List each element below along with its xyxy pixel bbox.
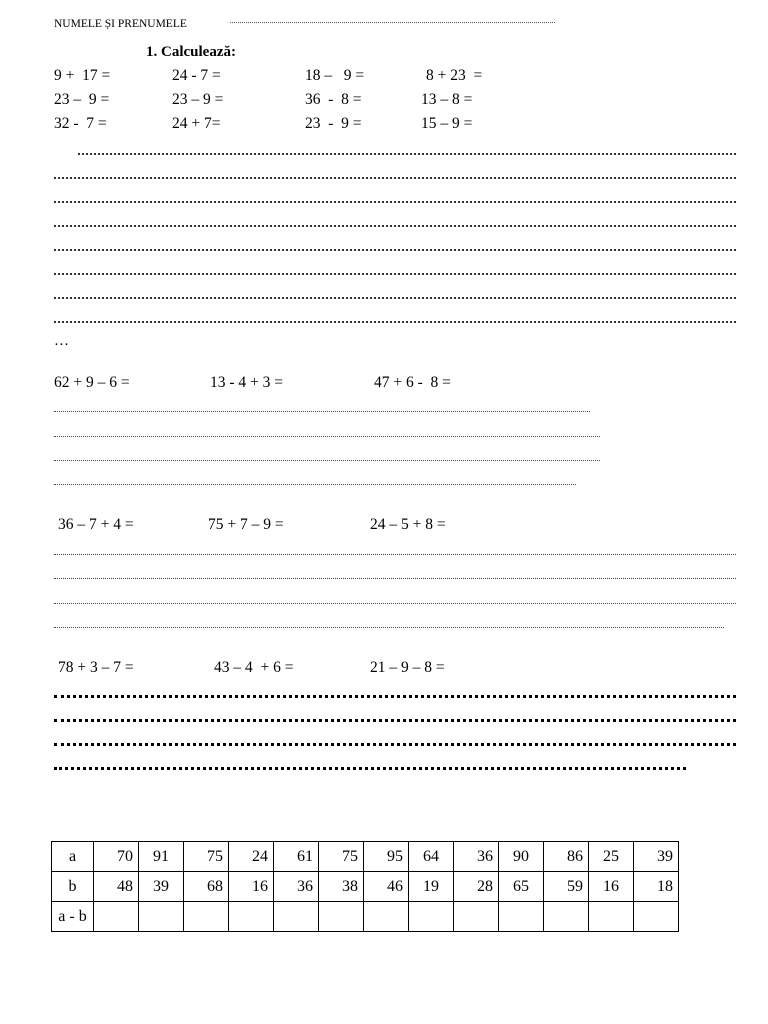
table-cell-b: 39 — [139, 872, 184, 902]
exercise-item: 23 – 9 = — [54, 91, 110, 108]
table-cell-a: 75 — [184, 842, 229, 872]
answer-line[interactable] — [54, 743, 736, 746]
exercise-item: 18 – 9 = — [305, 67, 365, 84]
table-row-a-minus-b — [52, 902, 679, 932]
exercise-item: 24 – 5 + 8 = — [370, 516, 446, 533]
exercise-item: 47 + 6 - 8 = — [374, 374, 451, 391]
answer-line[interactable] — [54, 578, 736, 579]
table-cell-a: 70 — [94, 842, 139, 872]
answer-line[interactable] — [54, 603, 736, 604]
table-cell-a: 91 — [139, 842, 184, 872]
answer-line[interactable] — [54, 411, 590, 412]
table-cell-b: 16 — [589, 872, 634, 902]
exercise-item: 23 – 9 = — [172, 91, 224, 108]
exercise-item: 9 + 17 = — [54, 67, 111, 84]
table-cell-a: 86 — [544, 842, 589, 872]
answer-cell[interactable] — [364, 902, 409, 932]
answer-cell[interactable] — [319, 902, 364, 932]
answer-line[interactable] — [54, 767, 686, 770]
exercise-item: 24 - 7 = — [172, 67, 221, 84]
table-cell-a: 39 — [634, 842, 679, 872]
answer-line[interactable] — [54, 177, 736, 179]
answer-cell[interactable] — [94, 902, 139, 932]
answer-line[interactable] — [54, 719, 736, 722]
answer-line[interactable] — [54, 225, 736, 227]
table-cell-b: 19 — [409, 872, 454, 902]
table-row-a — [52, 842, 679, 872]
table-cell-a: 75 — [319, 842, 364, 872]
answer-line[interactable] — [54, 484, 576, 485]
table-cell-b: 18 — [634, 872, 679, 902]
table-cell-b: 48 — [94, 872, 139, 902]
table-cell-a: 25 — [589, 842, 634, 872]
exercise-item: 62 + 9 – 6 = — [54, 374, 130, 391]
answer-cell[interactable] — [229, 902, 274, 932]
answer-line[interactable] — [54, 297, 736, 299]
answer-cell[interactable] — [499, 902, 544, 932]
exercise-item: 36 – 7 + 4 = — [58, 516, 134, 533]
table-cell-a: 95 — [364, 842, 409, 872]
answer-cell[interactable] — [409, 902, 454, 932]
name-answer-line[interactable] — [230, 22, 555, 23]
answer-line[interactable] — [54, 627, 724, 628]
exercise-item: 43 – 4 + 6 = — [214, 659, 294, 676]
answer-cell[interactable] — [589, 902, 634, 932]
exercise-item: 24 + 7= — [172, 115, 221, 132]
table-row-b — [52, 872, 679, 902]
table-cell-a: 36 — [454, 842, 499, 872]
row-label-a-minus-b: a - b — [52, 902, 94, 932]
answer-line[interactable] — [78, 153, 736, 155]
exercise-item: 13 – 8 = — [421, 91, 473, 108]
table-cell-b: 16 — [229, 872, 274, 902]
answer-line[interactable] — [54, 695, 736, 698]
row-label-b: b — [52, 872, 94, 902]
name-label: NUMELE ȘI PRENUMELE — [54, 18, 187, 30]
table-cell-b: 46 — [364, 872, 409, 902]
answer-line[interactable] — [54, 273, 736, 275]
answer-line[interactable] — [54, 460, 600, 461]
difference-table — [51, 841, 679, 932]
exercise-item: 32 - 7 = — [54, 115, 107, 132]
table-cell-b: 36 — [274, 872, 319, 902]
answer-cell[interactable] — [139, 902, 184, 932]
exercise-item: 75 + 7 – 9 = — [208, 516, 284, 533]
table-cell-a: 24 — [229, 842, 274, 872]
table-cell-a: 90 — [499, 842, 544, 872]
answer-line[interactable] — [54, 321, 736, 323]
exercise-item: 8 + 23 = — [426, 67, 483, 84]
table-cell-b: 28 — [454, 872, 499, 902]
table-cell-a: 64 — [409, 842, 454, 872]
answer-line[interactable] — [54, 249, 736, 251]
exercise-item: 13 - 4 + 3 = — [210, 374, 284, 391]
table-cell-b: 59 — [544, 872, 589, 902]
answer-cell[interactable] — [634, 902, 679, 932]
answer-cell[interactable] — [544, 902, 589, 932]
table-cell-a: 61 — [274, 842, 319, 872]
answer-line[interactable] — [54, 201, 736, 203]
exercise-title: 1. Calculează: — [146, 44, 236, 60]
exercise-item: 21 – 9 – 8 = — [370, 659, 445, 676]
exercise-item: 15 – 9 = — [421, 115, 473, 132]
table-cell-b: 68 — [184, 872, 229, 902]
answer-line[interactable] — [54, 554, 736, 555]
answer-cell[interactable] — [274, 902, 319, 932]
trailing-ellipsis: … — [54, 333, 69, 349]
row-label-a: a — [52, 842, 94, 872]
table-cell-b: 38 — [319, 872, 364, 902]
exercise-item: 23 - 9 = — [305, 115, 362, 132]
answer-cell[interactable] — [454, 902, 499, 932]
answer-line[interactable] — [54, 436, 600, 437]
exercise-item: 36 - 8 = — [305, 91, 362, 108]
table-cell-b: 65 — [499, 872, 544, 902]
answer-cell[interactable] — [184, 902, 229, 932]
exercise-item: 78 + 3 – 7 = — [58, 659, 134, 676]
